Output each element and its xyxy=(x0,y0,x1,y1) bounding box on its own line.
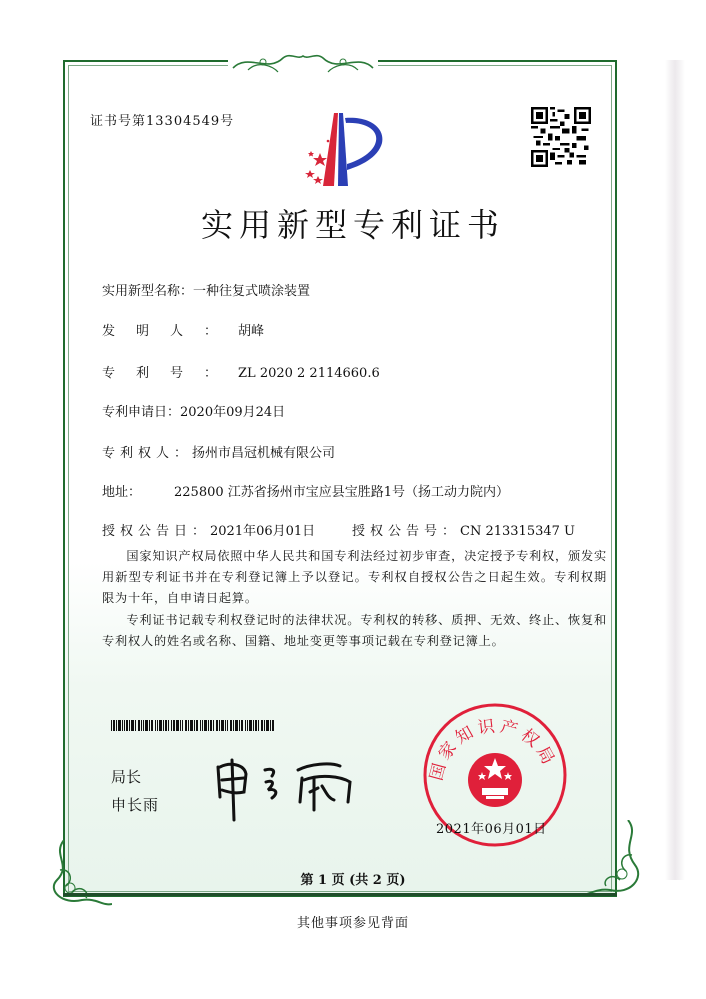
value-grant-number: CN 213315347 U xyxy=(460,524,575,539)
field-grant-number xyxy=(352,520,575,539)
value-patent-number: ZL 2020 2 2114660.6 xyxy=(238,366,380,381)
page-indicator: 第 1 页 (共 2 页) xyxy=(300,873,406,888)
value-utility-model-name: 一种往复式喷涂装置 xyxy=(193,284,311,299)
qr-code-icon[interactable] xyxy=(531,106,591,168)
label-grant-date: 授权公告日： xyxy=(102,524,211,539)
value-filing-date: 2020年09月24日 xyxy=(180,405,286,420)
cnipa-logo-icon xyxy=(290,108,410,188)
label-address: 地址： xyxy=(102,485,142,500)
footer-note: 其他事项参见背面 xyxy=(296,916,409,931)
barcode-icon xyxy=(111,716,275,727)
value-inventor: 胡峰 xyxy=(238,324,265,339)
field-utility-model-name xyxy=(102,280,310,299)
certificate-title: 实用新型专利证书 xyxy=(200,206,505,244)
label-inventor: 发明人： xyxy=(102,324,239,339)
field-grant-date xyxy=(102,520,315,539)
label-grant-number: 授权公告号： xyxy=(352,524,461,539)
signature-icon xyxy=(210,752,370,822)
value-patentee: 扬州市昌冠机械有限公司 xyxy=(192,446,336,461)
label-filing-date: 专利申请日： xyxy=(102,405,181,420)
field-inventor xyxy=(102,320,264,339)
value-address: 225800 江苏省扬州市宝应县宝胜路1号（扬工动力院内） xyxy=(174,485,510,500)
label-utility-model-name: 实用新型名称： xyxy=(102,284,194,299)
page-edge-shadow xyxy=(665,60,685,880)
label-patentee: 专利权人： xyxy=(102,446,193,461)
statement-paragraph-2: 专利证书记载专利权登记时的法律状况。专利权的转移、质押、无效、终止、恢复和专利权人的姓名或名称、国籍、地址变更等事项记载在专利登记簿上。 xyxy=(102,613,607,648)
signatory-name: 申长雨 xyxy=(111,796,160,814)
field-filing-date xyxy=(102,401,285,420)
bottom-border xyxy=(63,893,617,896)
signatory-title: 局长 xyxy=(111,768,142,786)
label-patent-number: 专利号： xyxy=(102,366,239,381)
field-patent-number xyxy=(102,362,380,381)
value-grant-date: 2021年06月01日 xyxy=(210,524,316,539)
field-address xyxy=(102,481,509,500)
svg-text:国家知识产权局: 国家知识产权局 xyxy=(426,716,560,783)
statement-paragraph-1: 国家知识产权局依照中华人民共和国专利法经过初步审查，决定授予专利权，颁发实用新型专利证书并在专利登记簿上予以登记。专利权自授权公告之日起生效。专利权期限为十年，自申请日起算。 xyxy=(102,549,607,605)
top-ornament-icon xyxy=(228,48,378,76)
certificate-number: 证书号第13304549号 xyxy=(90,114,235,129)
field-patentee xyxy=(102,442,335,461)
corner-ornament-bottom-right-icon xyxy=(580,820,650,900)
seal-date: 2021年06月01日 xyxy=(436,822,547,837)
